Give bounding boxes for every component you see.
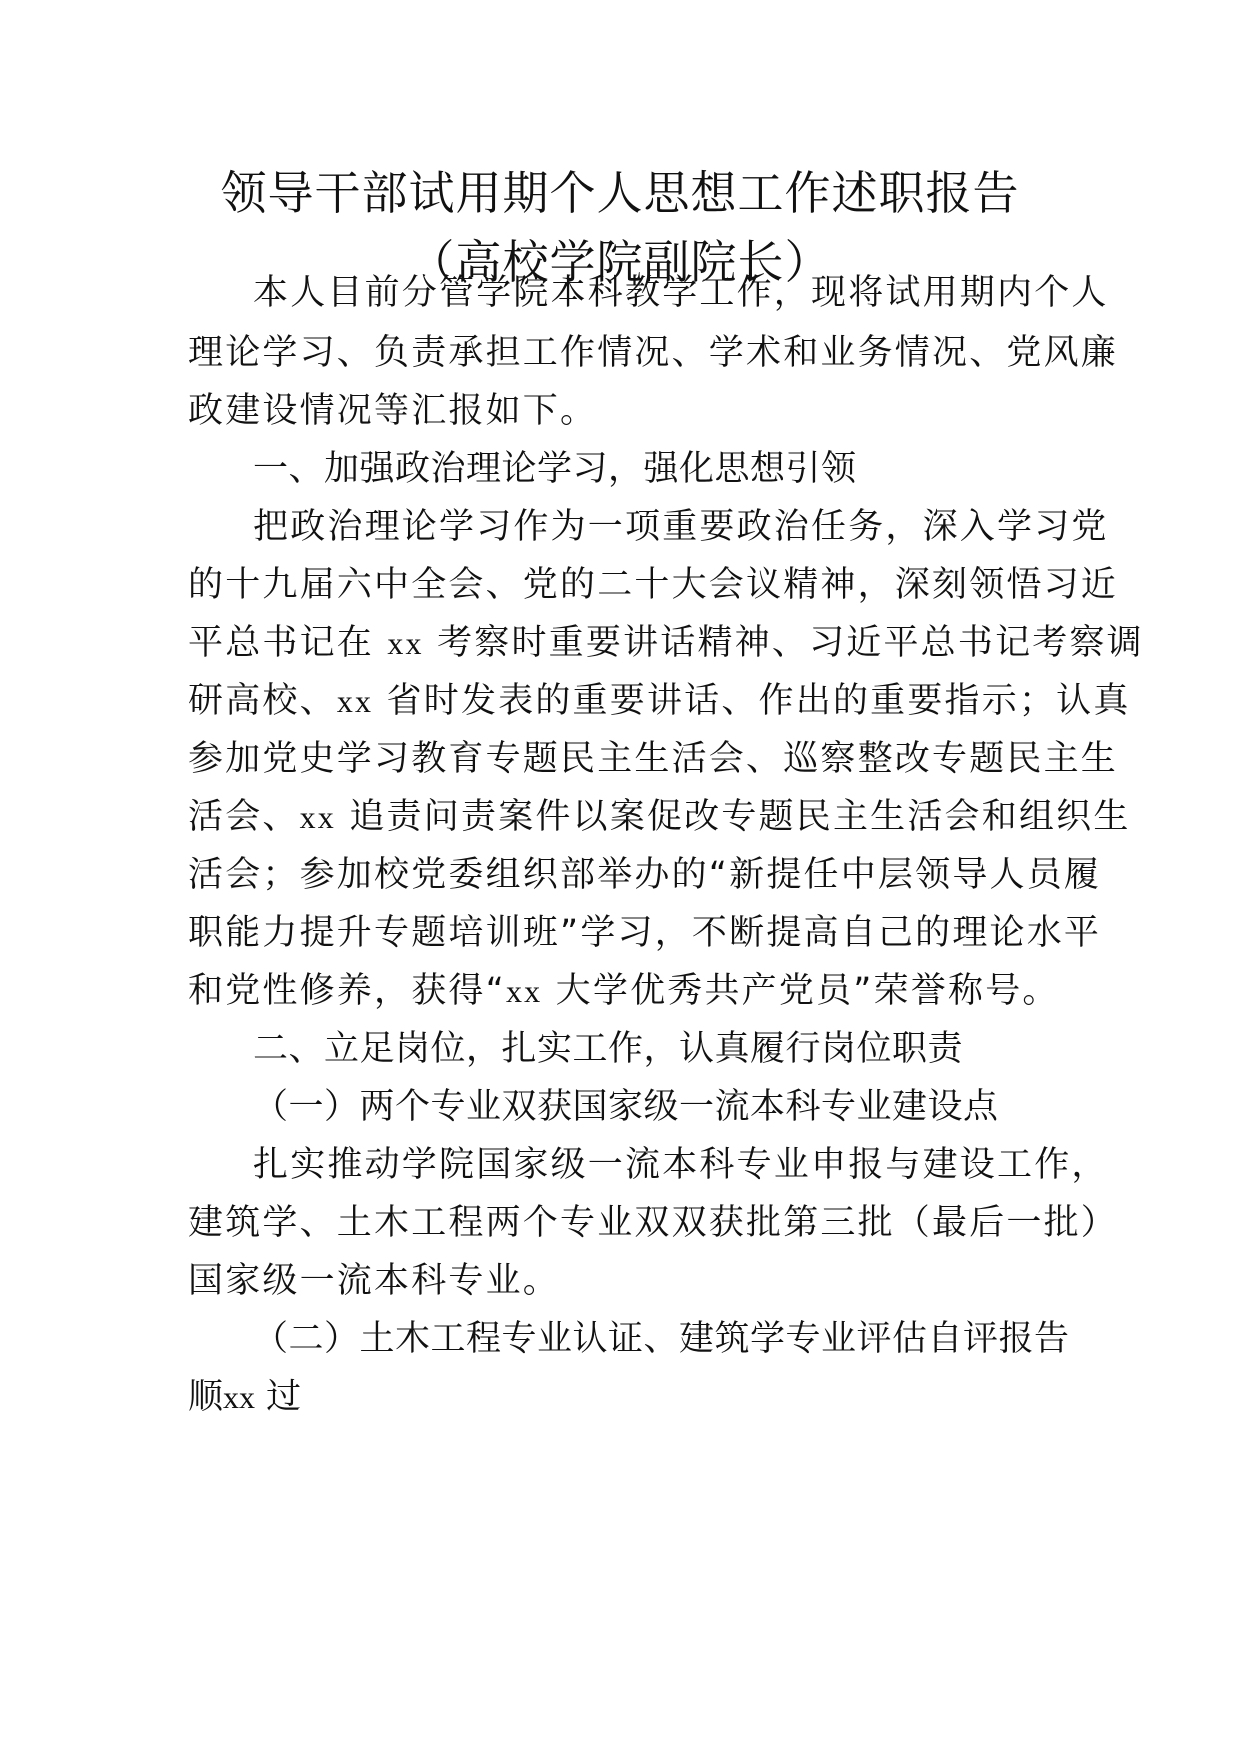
placeholder-xx: xx (336, 683, 374, 719)
document-title: 领导干部试用期个人思想工作述职报告 (220, 166, 1020, 220)
body-line: 参加党史学习教育专题民主生活会、巡察整改专题民主生 (188, 739, 1119, 779)
body-line: 国家级一流本科专业。 (188, 1261, 561, 1301)
body-line: 理论学习、负责承担工作情况、学术和业务情况、党风廉 (188, 333, 1119, 373)
section-heading: 二、立足岗位，扎实工作，认真履行岗位职责 (253, 1029, 964, 1069)
placeholder-xx: xx (387, 625, 424, 661)
section-heading: 一、加强政治理论学习，强化思想引领 (253, 449, 857, 489)
body-line: 研高校、xx 省时发表的重要讲话、作出的重要指示；认真 (188, 681, 1131, 721)
placeholder-xx: xx (505, 973, 543, 1009)
body-line: 的十九届六中全会、党的二十大会议精神，深刻领悟习近 (188, 565, 1119, 605)
body-line: 顺xx 过 (188, 1377, 302, 1417)
placeholder-xx: xx (223, 1379, 256, 1415)
document-subtitle: （高校学院副院长） (408, 235, 832, 289)
body-line: 政建设情况等汇报如下。 (188, 391, 598, 431)
subsection-heading: （二）土木工程专业认证、建筑学专业评估自评报告 (253, 1319, 1070, 1359)
body-line: 活会、xx 追责问责案件以案促改专题民主生活会和组织生 (188, 797, 1131, 837)
body-line: 活会；参加校党委组织部举办的“新提任中层领导人员履 (188, 855, 1102, 895)
body-line: 建筑学、土木工程两个专业双双获批第三批（最后一批） (188, 1203, 1119, 1243)
body-line: 本人目前分管学院本科教学工作，现将试用期内个人 (253, 273, 1109, 313)
placeholder-xx: xx (299, 799, 337, 835)
body-line: 把政治理论学习作为一项重要政治任务，深入学习党 (253, 507, 1109, 547)
body-line: 职能力提升专题培训班”学习，不断提高自己的理论水平 (188, 913, 1102, 953)
body-line: 平总书记在 xx 考察时重要讲话精神、习近平总书记考察调 (188, 623, 1144, 663)
subsection-heading: （一）两个专业双获国家级一流本科专业建设点 (253, 1087, 999, 1127)
body-line: 扎实推动学院国家级一流本科专业申报与建设工作， (253, 1145, 1109, 1185)
body-line: 和党性修养，获得“xx 大学优秀共产党员”荣誉称号。 (188, 971, 1060, 1011)
